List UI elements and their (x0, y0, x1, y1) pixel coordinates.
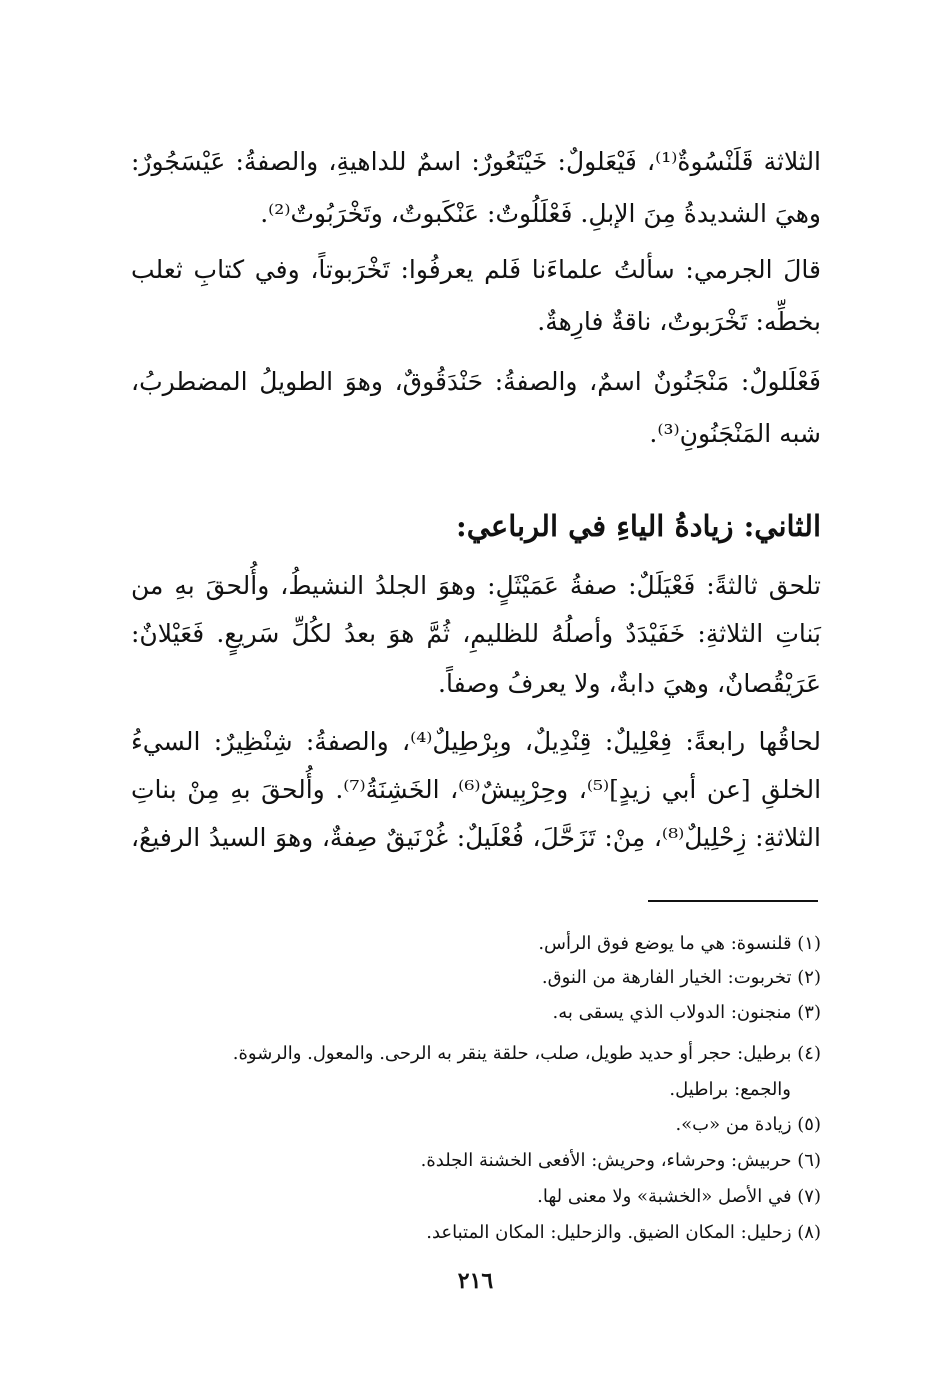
footnote-5: (٥) زيادة من «ب». (675, 1114, 821, 1135)
body-line-11: الخلقِ [عن أبي زيدٍ]⁽⁵⁾، وحِرْبِيشٌ⁽⁶⁾، الخَشِنَةُ⁽⁷⁾. وأُلحقَ بهِ مِنْ بناتِ (131, 775, 822, 804)
body-line-1: الثلاثة قَلَنْسُوةٌ⁽¹⁾، فَيْعَلولٌ: خَيْتَعُورٌ: اسمٌ للداهيةِ، والصفةُ: عَيْسَجُورٌ: (131, 147, 822, 176)
body-line-5: فَعْلَلولٌ: مَنْجَنُونٌ اسمٌ، والصفةُ: حَنْدَقُوقٌ، وهوَ الطويلُ المضطربُ، (131, 367, 821, 396)
footnote-3: (٣) منجنون: الدولاب الذي يسقى به. (552, 1002, 821, 1023)
footnote-7: (٧) في الأصل «الخشبة» ولا معنى لها. (537, 1186, 821, 1207)
footnote-4-continued: والجمع: براطيل. (669, 1079, 791, 1100)
body-line-6: شبه المَنْجَنُونِ⁽³⁾. (649, 419, 821, 448)
body-line-10: لحاقُها رابعةً: فِعْلِيلٌ: قِنْدِيلٌ، وبِرْطِيلٌ⁽⁴⁾، والصفةُ: شِنْظِيرٌ: السيءُ (131, 727, 822, 756)
body-line-4: بخطِّه: تَخْرَبوتٌ، ناقةٌ فارِهةٌ. (537, 307, 821, 336)
body-line-2: وهيَ الشديدةُ مِنَ الإبلِ. فَعْلَلُوتٌ: عَنْكَبوتٌ، وتَخْرَبُوتٌ⁽²⁾. (260, 199, 821, 228)
section-heading: الثاني: زيادةُ الياءِ في الرباعي: (456, 509, 821, 543)
body-line-3: قالَ الجرمي: سألتُ علماءَنا فَلم يعرفُوا: تَخْرَبوتاً، وفي كتابِ ثعلب (131, 255, 821, 284)
footnote-1: (١) قلنسوة: هي ما يوضع فوق الرأس. (538, 933, 821, 954)
footnote-4: (٤) برطيل: حجر أو حديد طويل، صلب، حلقة ينقر به الرحى. والمعول. والرشوة. (232, 1043, 821, 1064)
body-line-9: عَرَيْقُصانٌ، وهيَ دابةٌ، ولا يعرفُ وصفاً. (438, 669, 821, 698)
footnote-divider (648, 900, 818, 902)
footnote-8: (٨) زحليل: المكان الضيق. والزحليل: المكان المتباعد. (426, 1222, 821, 1243)
body-line-7: تلحق ثالثةً: فَعْيَلَلٌ: صفةُ عَمَيْثَلٍ: وهوَ الجلدُ النشيطُ، وأُلحقَ بهِ من (131, 571, 821, 600)
body-line-12: الثلاثةِ: زِحْلِيلٌ⁽⁸⁾، مِنْ: تَزَحَّلَ، فُعْلَيلٌ: غُرْنَيقٌ صِفةٌ، وهوَ السيدُ الرفيعُ، (131, 823, 821, 852)
body-line-8: بَناتِ الثلاثةِ: خَفَيْدَدٌ وأصلُهُ للظليمِ، ثُمَّ هوَ بعدُ لكُلِّ سَريعٍ. فَعَيْلانٌ: (131, 619, 821, 648)
footnote-6: (٦) حربيش: وحرشاء، وحريش: الأفعى الخشنة الجلدة. (420, 1150, 821, 1171)
footnote-2: (٢) تخربوت: الخيار الفارهة من النوق. (541, 967, 821, 988)
page-number: ٢١٦ (457, 1268, 494, 1294)
